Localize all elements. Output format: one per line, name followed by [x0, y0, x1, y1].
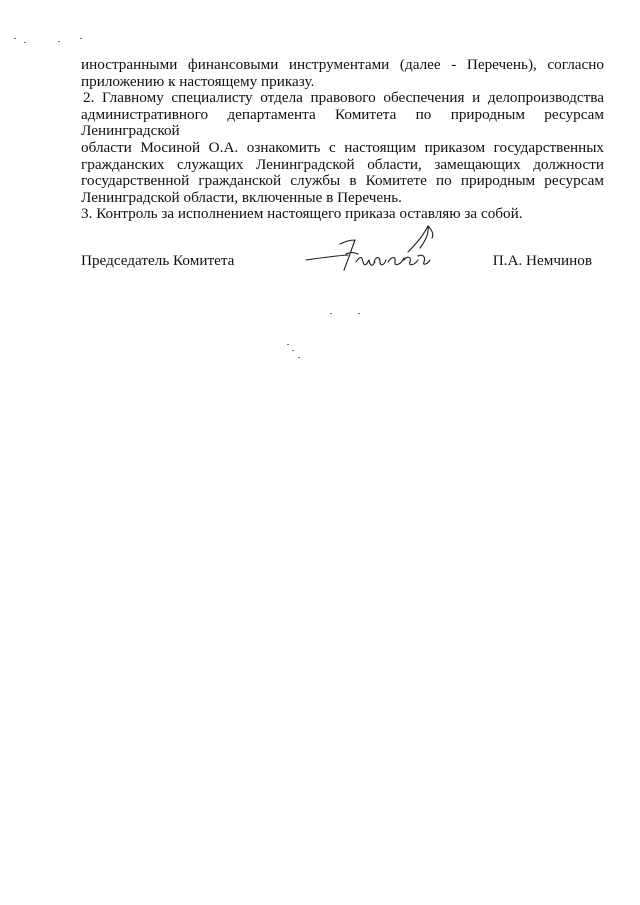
signer-position-title: Председатель Комитета [81, 252, 235, 269]
paragraph-2 [81, 90, 604, 206]
paragraph-line: иностранными финансовыми инструментами (далее - Перечень), согласно [81, 56, 604, 73]
scan-speck [58, 41, 60, 42]
scan-speck [14, 38, 16, 39]
scan-speck [80, 38, 82, 39]
paragraph-line: 2. Главному специалисту отдела правового обеспечения и делопроизводства [83, 89, 604, 107]
paragraph-line: государственной гражданской службы в Комитете по природным ресурсам [81, 172, 604, 190]
paragraph-line: гражданских служащих Ленинградской области, замещающих должности [81, 155, 604, 173]
paragraph-line: области Мосиной О.А. ознакомить с настоящим приказом государственных [81, 138, 604, 156]
paragraph-line: приложению к настоящему приказу. [81, 72, 315, 90]
scan-speck [298, 357, 300, 358]
scan-speck [358, 313, 360, 314]
scan-speck [287, 344, 289, 345]
document-body [81, 57, 604, 223]
paragraph-line: Ленинградской области, включенные в Перечень. [81, 188, 402, 206]
scan-speck [24, 42, 26, 43]
paragraph-line: 3. Контроль за исполнением настоящего приказа оставляю за собой. [81, 205, 523, 223]
scan-speck [292, 350, 294, 351]
signer-name: П.А. Немчинов [492, 252, 592, 269]
paragraph-3 [81, 206, 604, 223]
scan-speck [330, 313, 332, 314]
paragraph-1 [81, 57, 604, 90]
signature-block [81, 250, 604, 280]
paragraph-line: административного департамента Комитета по природным ресурсам Ленинградской [81, 105, 604, 140]
